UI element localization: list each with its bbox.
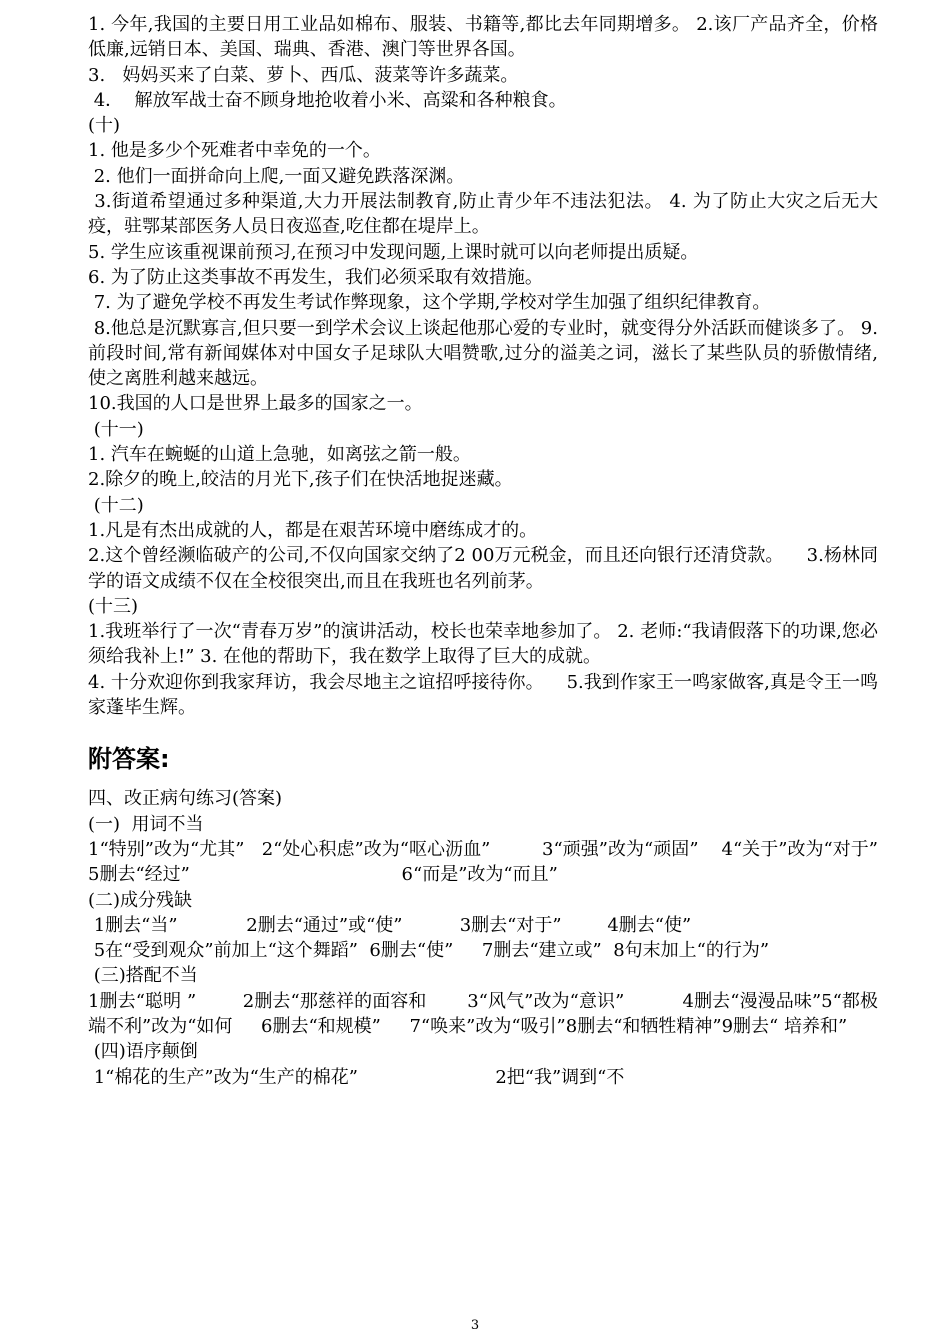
answer-line: (一) 用词不当 [88,813,204,835]
answer-line: 1“棉花的生产”改为“生产的棉花” 2把“我”调到“不 [88,1066,625,1088]
answers-heading: 附答案: [88,745,170,774]
text-line: 1. 他是多少个死难者中幸免的一个。 [88,140,381,162]
text-line: 2. 他们一面拼命向上爬,一面又避免跌落深渊。 [88,165,465,187]
text-line: 6. 为了防止这类事故不再发生，我们必须采取有效措施。 [88,266,543,288]
answer-line: (三)搭配不当 [88,965,198,987]
answer-line: 1删去“聪明 ” 2删去“那慈祥的面容和 3“风气”改为“意识” 4删去“漫漫品味”5“都极端不利”改为“如何 6删去“和规模” 7“唤来”改为“吸引”8删去“和牺牲精神”9删去“ 培养和” [88,990,878,1037]
answer-line: 四、改正病句练习(答案) [88,788,283,810]
exercise-section [88,12,878,720]
page-number: 3 [470,1318,480,1333]
text-line: (十三) [88,595,139,617]
text-line: 1.我班举行了一次“青春万岁”的演讲活动，校长也荣幸地参加了。 2. 老师:“我请假落下的功课,您必须给我补上!” 3. 在他的帮助下，我在数学上取得了巨大的成就。 [88,621,878,668]
text-line: 4. 十分欢迎你到我家拜访，我会尽地主之谊招呼接待你。 5.我到作家王一鸣家做客,真是令王一鸣家蓬毕生辉。 [88,671,878,719]
answer-line: 1“特别”改为“尤其” 2“处心积虑”改为“呕心沥血” 3“顽强”改为“顽固” 4“关于”改为“对于” 5删去“经过” 6“而是”改为“而且” [88,838,907,886]
answer-line: (二)成分残缺 [88,889,193,911]
text-line: 1.凡是有杰出成就的人，都是在艰苦环境中磨练成才的。 [88,519,538,541]
text-line: 1. 汽车在蜿蜒的山道上急驰，如离弦之箭一般。 [88,444,471,466]
text-line: 3. 妈妈买来了白菜、萝卜、西瓜、菠菜等许多蔬菜。 [88,64,519,86]
text-line: 8.他总是沉默寡言,但只要一到学术会议上谈起他那心爱的专业时，就变得分外活跃而健谈多了。 9.前段时间,常有新闻媒体对中国女子足球队大唱赞歌,过分的溢美之词，滋长了某些队员的骄傲情绪,使之离胜利越来越远。 [88,317,878,390]
text-line: 7. 为了避免学校不再发生考试作弊现象，这个学期,学校对学生加强了组织纪律教育。 [88,292,771,314]
text-line: 10.我国的人口是世界上最多的国家之一。 [88,393,423,415]
text-line: 4． 解放军战士奋不顾身地抢收着小米、高粱和各种粮食。 [88,89,567,111]
answers-section [88,786,907,1090]
text-line: 5. 学生应该重视课前预习,在预习中发现问题,上课时就可以向老师提出质疑。 [88,241,699,263]
text-line: 1. 今年,我国的主要日用工业品如棉布、服装、书籍等,都比去年同期增多。 2.该厂产品齐全，价格低廉,远销日本、美国、瑞典、香港、澳门等世界各国。 [88,14,878,61]
text-line: 3.街道希望通过多种渠道,大力开展法制教育,防止青少年不违法犯法。 4. 为了防止大灾之后无大疫，驻鄂某部医务人员日夜巡查,吃住都在堤岸上。 [88,191,878,238]
document-body [88,12,907,1090]
text-line: (十) [88,115,121,137]
text-line: (十二) [88,494,144,516]
text-line: (十一) [88,418,144,440]
answer-line: (四)语序颠倒 [88,1041,198,1063]
answer-line: 1删去“当” 2删去“通过”或“使” 3删去“对于” 4删去“使” [88,914,692,936]
text-line: 2.这个曾经濒临破产的公司,不仅向国家交纳了2 00万元税金，而且还向银行还清贷款。 3.杨林同学的语文成绩不仅在全校很突出,而且在我班也名列前茅。 [88,545,878,592]
text-line: 2.除夕的晚上,皎洁的月光下,孩子们在快活地捉迷藏。 [88,469,513,491]
answer-line: 5在“受到观众”前加上“这个舞蹈” 6删去“使” 7删去“建立或” 8句末加上“的行为” [88,940,770,962]
